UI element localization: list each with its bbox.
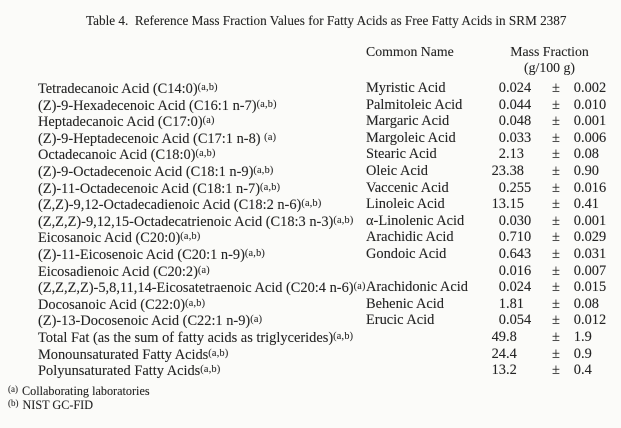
- uncertainty-value-frac: .006: [581, 129, 607, 146]
- footnote: [8, 383, 150, 397]
- common-name: Myristic Acid: [366, 80, 446, 96]
- fatty-acid-name: [38, 180, 366, 198]
- uncertainty-value-frac: .010: [581, 96, 607, 113]
- table-row: [38, 362, 621, 379]
- table-row: [38, 80, 621, 97]
- fatty-acid-name: [38, 296, 366, 314]
- common-name: Margoleic Acid: [366, 129, 456, 146]
- mass-fraction-value-frac: .030: [506, 212, 532, 229]
- plus-minus-sign: ±: [552, 179, 560, 196]
- uncertainty-value-int: 0: [573, 196, 581, 213]
- plus-minus-sign: ±: [552, 312, 560, 329]
- footnote-marker: (a,b): [333, 214, 354, 226]
- table-row: [38, 312, 621, 329]
- uncertainty-value-frac: .08: [581, 295, 599, 312]
- common-name: Linoleic Acid: [366, 196, 445, 213]
- mass-fraction-value-frac: .255: [506, 179, 532, 196]
- table-row: [38, 146, 621, 163]
- mass-fraction-value-int: 23: [491, 162, 506, 179]
- common-name: Vaccenic Acid: [366, 179, 449, 196]
- mass-fraction-value-frac: .8: [506, 328, 517, 345]
- uncertainty-value-int: 0: [573, 279, 581, 296]
- table-row: [38, 263, 621, 280]
- mass-fraction-value-frac: .643: [506, 245, 532, 262]
- fatty-acid-name-text: (Z,Z)-9,12-Octadecadienoic Acid (C18:2 n-6): [38, 197, 302, 214]
- plus-minus-sign: ±: [552, 196, 560, 213]
- fatty-acid-name: [38, 163, 366, 181]
- footnote-text: Collaborating laboratories: [22, 383, 150, 398]
- uncertainty-value-int: 1: [573, 328, 581, 345]
- common-name: α-Linolenic Acid: [366, 212, 465, 229]
- common-name: Erucic Acid: [366, 312, 435, 329]
- fatty-acid-name: [38, 263, 366, 281]
- column-header-mass-fraction: [478, 44, 621, 76]
- common-name: Arachidic Acid: [366, 229, 454, 246]
- footnote-marker: (a,b): [256, 98, 277, 110]
- uncertainty-value-frac: .9: [581, 328, 592, 345]
- uncertainty-value-frac: .029: [581, 229, 607, 246]
- footnote-marker: (a,b): [208, 347, 229, 359]
- mass-fraction-value-int: 1: [498, 295, 506, 312]
- mass-fraction-value-int: 0: [498, 229, 506, 246]
- common-name: [366, 263, 480, 281]
- uncertainty-value-int: 0: [573, 229, 581, 246]
- plus-minus-sign: ±: [552, 96, 560, 113]
- table-row: [38, 329, 621, 346]
- footnote-marker: (a): [264, 131, 277, 143]
- mass-fraction-value-frac: .2: [506, 362, 517, 379]
- table-row: [38, 346, 621, 363]
- mass-fraction-units-label: (g/100 g): [524, 60, 575, 75]
- fatty-acid-name: [38, 146, 366, 164]
- table-row: [38, 296, 621, 313]
- table-row: [38, 279, 621, 296]
- mass-fraction-value-frac: .38: [506, 162, 524, 179]
- uncertainty-value-int: 0: [573, 262, 581, 279]
- fatty-acid-name-text: Heptadecanoic Acid (C17:0): [38, 114, 203, 131]
- plus-minus-sign: ±: [552, 212, 560, 229]
- table-row: [38, 130, 621, 147]
- uncertainty-value-frac: .001: [581, 212, 607, 229]
- uncertainty-value-int: 0: [573, 179, 581, 196]
- fatty-acid-name: [38, 229, 366, 247]
- plus-minus-sign: ±: [552, 146, 560, 163]
- common-name: Palmitoleic Acid: [366, 96, 463, 113]
- common-name: [366, 362, 480, 380]
- mass-fraction-value-frac: .044: [506, 96, 532, 113]
- mass-fraction-value-frac: .016: [506, 262, 532, 279]
- uncertainty-value-int: 0: [573, 129, 581, 146]
- fatty-acid-name-text: Polyunsaturated Fatty Acids: [38, 363, 201, 380]
- table-row: [38, 97, 621, 114]
- fatty-acid-name-text: Total Fat (as the sum of fatty acids as triglycerides): [38, 330, 334, 347]
- uncertainty-value-frac: .007: [581, 262, 607, 279]
- uncertainty-value-frac: .9: [581, 345, 592, 362]
- fatty-acid-name: [38, 97, 366, 115]
- plus-minus-sign: ±: [552, 279, 560, 296]
- fatty-acid-name: [38, 329, 366, 347]
- uncertainty-value-frac: .012: [581, 312, 607, 329]
- plus-minus-sign: ±: [552, 328, 560, 345]
- plus-minus-sign: ±: [552, 262, 560, 279]
- fatty-acid-name: [38, 246, 366, 264]
- common-name: Arachidonic Acid: [366, 279, 468, 296]
- fatty-acid-name-text: Docosanoic Acid (C22:0): [38, 296, 186, 313]
- fatty-acid-name: [38, 130, 366, 148]
- fatty-acid-name-text: Monounsaturated Fatty Acids: [38, 346, 209, 363]
- footnote-marker: (a): [197, 264, 210, 276]
- mass-fraction-value-frac: .4: [506, 345, 517, 362]
- common-name: [366, 346, 480, 364]
- footnote-marker: (a): [353, 281, 366, 293]
- uncertainty-value-frac: .001: [581, 113, 607, 130]
- plus-minus-sign: ±: [552, 229, 560, 246]
- mass-fraction-value-frac: .024: [506, 279, 532, 296]
- uncertainty-value-int: 0: [573, 96, 581, 113]
- common-name: [366, 329, 480, 347]
- column-header-common-name: Common Name: [366, 44, 454, 59]
- footnote-marker: (a,b): [253, 164, 274, 176]
- uncertainty-value-int: 0: [573, 113, 581, 130]
- plus-minus-sign: ±: [552, 113, 560, 130]
- fatty-acid-name-text: Eicosadienoic Acid (C20:2): [38, 263, 198, 280]
- mass-fraction-value-int: 2: [498, 146, 506, 163]
- mass-fraction-value-frac: .710: [506, 229, 532, 246]
- mass-fraction-value-int: 0: [498, 245, 506, 262]
- table-row: [38, 180, 621, 197]
- footnotes: [8, 383, 150, 411]
- fatty-acid-name-text: (Z)-9-Hexadecenoic Acid (C16:1 n-7): [38, 97, 257, 114]
- fatty-acid-name: [38, 80, 366, 98]
- uncertainty-value-int: 0: [573, 295, 581, 312]
- table-row: [38, 163, 621, 180]
- mass-fraction-header-label: Mass Fraction: [510, 44, 589, 59]
- uncertainty-value-frac: .031: [581, 245, 607, 262]
- fatty-acid-name-text: (Z)-11-Eicosenoic Acid (C20:1 n-9): [38, 247, 245, 264]
- uncertainty-value-int: 0: [573, 212, 581, 229]
- footnote: [8, 397, 150, 411]
- common-name: Stearic Acid: [366, 146, 437, 163]
- table-row: [38, 113, 621, 130]
- fatty-acid-name: [38, 113, 366, 131]
- table-row: [38, 246, 621, 263]
- fatty-acid-name: [38, 279, 366, 297]
- fatty-acid-name: [38, 213, 366, 231]
- common-name: Behenic Acid: [366, 295, 444, 312]
- uncertainty-value-int: 0: [573, 312, 581, 329]
- uncertainty-value-int: 0: [573, 80, 581, 96]
- footnote-marker: (a): [250, 314, 263, 326]
- table-title: Table 4. Reference Mass Fraction Values for Fatty Acids as Free Fatty Acids in SRM 2387: [86, 13, 567, 28]
- uncertainty-value-int: 0: [573, 345, 581, 362]
- uncertainty-value-frac: .4: [581, 362, 592, 379]
- fatty-acid-name: [38, 362, 366, 380]
- mass-fraction-value-int: 13: [491, 196, 506, 213]
- mass-fraction-value-frac: .048: [506, 113, 532, 130]
- mass-fraction-value-frac: .13: [506, 146, 524, 163]
- mass-fraction-value-int: 24: [491, 345, 506, 362]
- fatty-acid-name-text: Tetradecanoic Acid (C14:0): [38, 81, 198, 98]
- fatty-acid-name-text: Octadecanoic Acid (C18:0): [38, 147, 196, 164]
- common-name: Margaric Acid: [366, 113, 450, 130]
- mass-fraction-value-int: 0: [498, 129, 506, 146]
- mass-fraction-value-int: 0: [498, 279, 506, 296]
- mass-fraction-value-frac: .81: [506, 295, 524, 312]
- uncertainty-value-frac: .41: [581, 196, 599, 213]
- mass-fraction-value-int: 13: [491, 362, 506, 379]
- fatty-acid-name-text: (Z)-13-Docosenoic Acid (C22:1 n-9): [38, 313, 251, 330]
- plus-minus-sign: ±: [552, 295, 560, 312]
- plus-minus-sign: ±: [552, 129, 560, 146]
- plus-minus-sign: ±: [552, 245, 560, 262]
- table-row: [38, 196, 621, 213]
- table-body: [38, 80, 621, 379]
- fatty-acid-name-text: (Z,Z,Z)-9,12,15-Octadecatrienoic Acid (C18:3 n-3): [38, 213, 334, 230]
- uncertainty-value-frac: .002: [581, 80, 607, 96]
- uncertainty-value-int: 0: [573, 362, 581, 379]
- uncertainty-value-int: 0: [573, 245, 581, 262]
- mass-fraction-value-int: 0: [498, 96, 506, 113]
- footnote-marker: (a,b): [333, 330, 354, 342]
- uncertainty-value-int: 0: [573, 162, 581, 179]
- fatty-acid-name-text: (Z,Z,Z,Z)-5,8,11,14-Eicosatetraenoic Acid (C20:4 n-6): [38, 280, 354, 297]
- plus-minus-sign: ±: [552, 80, 560, 96]
- footnote-marker: (a): [202, 115, 215, 127]
- footnote-marker: (a): [8, 384, 18, 394]
- fatty-acid-name: [38, 346, 366, 364]
- table-row: [38, 229, 621, 246]
- footnote-marker: (a,b): [244, 247, 266, 259]
- mass-fraction-value-int: 0: [498, 262, 506, 279]
- mass-fraction-value-frac: .033: [506, 129, 532, 146]
- fatty-acid-name-text: (Z)-9-Heptadecenoic Acid (C17:1 n-8): [38, 130, 265, 147]
- footnote-text: NIST GC-FID: [22, 397, 94, 412]
- fatty-acid-name: [38, 312, 366, 330]
- footnote-marker: (a,b): [185, 297, 206, 309]
- fatty-acid-name-text: (Z)-11-Octadecenoic Acid (C18:1 n-7): [38, 180, 261, 197]
- uncertainty-value-frac: .016: [581, 179, 607, 196]
- footnote-marker: (a,b): [301, 198, 322, 210]
- plus-minus-sign: ±: [552, 162, 560, 179]
- mass-fraction-value-frac: .054: [506, 312, 532, 329]
- mass-fraction-value-frac: .15: [506, 196, 524, 213]
- uncertainty-value-frac: .90: [581, 162, 599, 179]
- fatty-acid-name-text: (Z)-9-Octadecenoic Acid (C18:1 n-9): [38, 164, 254, 181]
- plus-minus-sign: ±: [552, 345, 560, 362]
- plus-minus-sign: ±: [552, 362, 560, 379]
- fatty-acid-name: [38, 196, 366, 214]
- uncertainty-value-frac: .015: [581, 279, 607, 296]
- footnote-marker: (a,b): [180, 231, 201, 243]
- uncertainty-value-int: 0: [573, 146, 581, 163]
- mass-fraction-value-int: 0: [498, 212, 506, 229]
- footnote-marker: (a,b): [200, 364, 221, 376]
- mass-fraction-value-int: 49: [491, 328, 506, 345]
- uncertainty-value-frac: .08: [581, 146, 599, 163]
- mass-fraction-value-int: 0: [498, 80, 506, 96]
- mass-fraction-value-int: 0: [498, 113, 506, 130]
- common-name: Oleic Acid: [366, 162, 428, 179]
- footnote-marker: (a,b): [260, 181, 281, 193]
- mass-fraction-value-int: 0: [498, 179, 506, 196]
- footnote-marker: (b): [8, 398, 19, 409]
- mass-fraction-value-int: 0: [498, 312, 506, 329]
- fatty-acid-name-text: Eicosanoic Acid (C20:0): [38, 230, 181, 247]
- footnote-marker: (a,b): [195, 148, 216, 160]
- footnote-marker: (a,b): [197, 82, 218, 93]
- table-row: [38, 213, 621, 230]
- common-name: Gondoic Acid: [366, 245, 447, 262]
- mass-fraction-value-frac: .024: [506, 80, 532, 96]
